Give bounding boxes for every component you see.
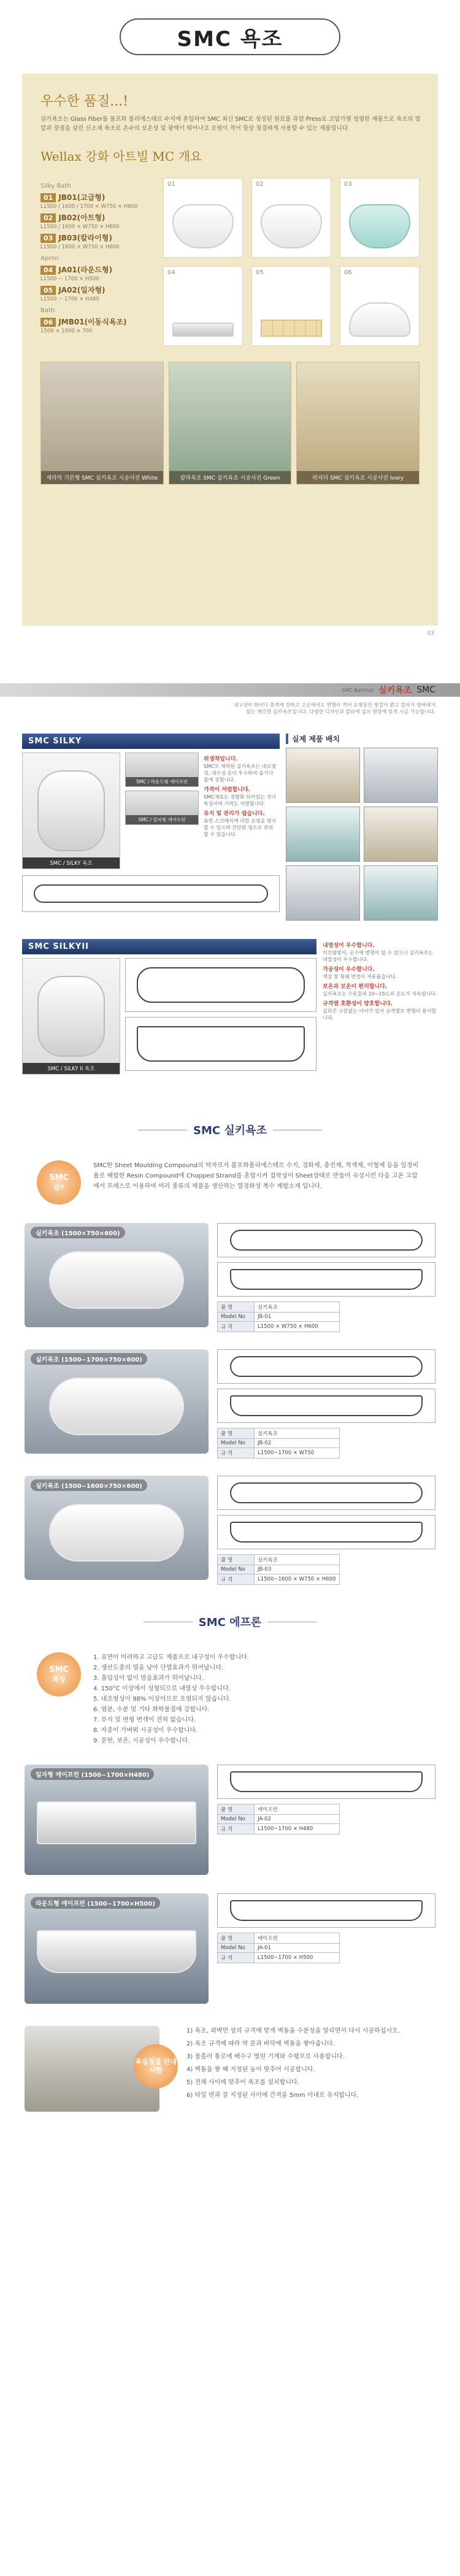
spec-table: [217, 1933, 340, 1963]
drawing-outline: [34, 884, 268, 903]
thumb-number: 01: [167, 181, 175, 188]
brand-kr: 실키욕조: [378, 686, 412, 696]
installation-heading: 실제 제품 배치: [286, 734, 438, 744]
spec-value: JB-03: [255, 1565, 340, 1574]
thumb-number: 06: [344, 269, 352, 276]
apron-image: [37, 1930, 196, 1973]
installation-photo: [286, 807, 360, 862]
drawing-outline: [230, 1269, 423, 1290]
list-item: [40, 192, 157, 210]
feature-body: SMC재료는 경량화 되어있는 것이 특징이며 가격도 저렴합니다.: [204, 794, 276, 807]
spec-value: JA-02: [255, 1815, 340, 1824]
instruction-item: 1) 욕조, 외벽면 상의 규격에 맞게 벽돌을 수분성을 알리면서 다시 시공하십시오.: [186, 2028, 400, 2034]
catalog-products: [40, 178, 420, 346]
table-row: [218, 1565, 340, 1574]
technical-drawing: [217, 1893, 435, 1928]
brand-en: SMC Bathtub: [342, 687, 374, 693]
list-item: 2. 생산도중의 열을 낮아 단열효과가 뛰어납니다.: [93, 1665, 224, 1671]
product-label: SMC / SILKY 욕조: [23, 857, 120, 868]
apron-features: [37, 1652, 423, 1746]
apron-row: [25, 1765, 435, 1875]
installation-photo: [286, 865, 360, 921]
spec-key: 규 격: [218, 1448, 255, 1459]
spec-value: L1500~1600 × W750 × H600: [255, 1574, 340, 1585]
technical-drawing: [217, 1389, 435, 1423]
installation-photo: [40, 362, 164, 485]
list-item: [40, 232, 157, 250]
feature-body: 실리콘 구분없는 이어가 있어 규격별로 변형이 용이합니다.: [323, 1008, 437, 1021]
apron-image: [172, 323, 234, 337]
bathtub-image: [172, 204, 234, 248]
brand-tag: SMC: [416, 685, 435, 695]
table-row: [218, 1944, 340, 1953]
table-row: [218, 1428, 340, 1439]
installation-photo: [364, 748, 438, 803]
apron-details: [217, 1893, 435, 2004]
apron-photo: [25, 1893, 209, 2004]
installation-photo: [364, 807, 438, 862]
drawing-outline: [137, 1026, 305, 1062]
spec-value: JA-01: [255, 1944, 340, 1953]
technical-drawing: [217, 1765, 435, 1799]
photo-caption: 칼라욕조 SMC 실키욕조 시공사진 Green: [169, 471, 291, 484]
spec-key: Model No: [218, 1439, 255, 1448]
spec-value: 실키욕조: [255, 1302, 340, 1313]
spec-value: L1500 × W750 × H600: [255, 1322, 340, 1332]
feature-title: 보온과 보온이 편리합니다.: [323, 984, 388, 990]
model-photo: [25, 1476, 209, 1580]
thumb-number: 05: [256, 269, 264, 276]
spec-table: [217, 1301, 340, 1332]
spec-key: 규 격: [218, 1953, 255, 1963]
product-image: [22, 753, 120, 869]
model-row: [25, 1476, 435, 1585]
model-title: 실키욕조 (1500~1700×750×600): [31, 1353, 147, 1365]
section4-heading: SMC 에프론: [198, 1616, 262, 1629]
list-item: 4. 150°C 이상에서 성형되므로 내열성 우수합니다.: [93, 1685, 231, 1692]
group-label: Apron: [40, 255, 59, 262]
bathtub-image: [49, 1378, 184, 1435]
item-number: 01: [40, 193, 56, 202]
technical-drawing: [125, 1017, 316, 1071]
spec-value: 실키욕조: [255, 1555, 340, 1565]
section2-title: [342, 683, 435, 697]
spec-value: 에이프런: [255, 1804, 340, 1815]
catalog-intro: 실키욕조는 Glass Fiber를 불포화 폴리에스테르 수지에 혼입하여 SMC 최신 SMC로 정성된 원료를 유압 Press로 고압가열 성형한 제품으로 욕조의 빛깔과 장점을 살린 신소재 욕조로 온수의 보온성 및 광택이 뛰어나고 오염이 적어 항상 청결하게 사용할 수 있는 제품입니다.: [40, 116, 421, 132]
spec-key: 규 격: [218, 1824, 255, 1834]
list-item: 6. 염분, 수분 및 기타 화학물질에 강합니다.: [93, 1706, 210, 1713]
section3-heading: SMC 실키욕조: [193, 1124, 267, 1137]
feature-title: 유지 및 관리가 쉽습니다.: [204, 811, 265, 817]
badge-line-2: 특징: [52, 1675, 66, 1684]
list-item: 3. 흡입성이 없이 방음효과가 뛰어납니다.: [93, 1675, 204, 1682]
bathtub-image: [349, 204, 410, 248]
table-row: [218, 1439, 340, 1448]
catalog-heading-2: Wellax 강화 아트빌 MC 개요: [40, 149, 202, 164]
thumb-label: SMC / 라운드형 에이프런: [126, 777, 198, 786]
spec-key: 규 격: [218, 1322, 255, 1332]
spec-table: [217, 1554, 340, 1585]
model-details: [217, 1476, 435, 1585]
drawing-outline: [230, 1900, 423, 1921]
technical-drawing: [217, 1349, 435, 1384]
feature-list: [323, 939, 438, 1075]
photo-caption: 세라믹 기본형 SMC 실키욕조 시공사진 White: [41, 471, 163, 484]
table-row: [218, 1448, 340, 1459]
silky-section: [0, 718, 460, 921]
installation-photo: [286, 748, 360, 803]
care-badge: 욕실청결 안내사항: [134, 2044, 178, 2088]
list-item: 9. 문헌, 보온, 시공성이 우수합니다.: [93, 1738, 190, 1744]
product-thumbnail: [340, 178, 420, 258]
feature-body: 색상 및 형태 변경이 자유롭습니다.: [323, 974, 397, 979]
apron-title: 일자형 에이프런 (1500~1700×H480): [31, 1768, 154, 1780]
table-row: [218, 1815, 340, 1824]
table-row: [218, 1574, 340, 1585]
bathroom-photo: [25, 2026, 177, 2112]
care-section: [25, 2026, 435, 2112]
table-row: [218, 1302, 340, 1313]
spec-value: L1500~1700 × H480: [255, 1824, 340, 1834]
product-image: [22, 958, 120, 1075]
instruction-item: 6) 타일 면과 잘 지정된 사이에 간격을 5mm 이내로 유지합니다.: [186, 2092, 359, 2099]
item-number: 06: [40, 318, 56, 327]
instruction-item: 5) 전체 사이에 맞추어 욕조를 설치합니다.: [186, 2079, 299, 2086]
badge-line-2: 란?: [53, 1183, 64, 1192]
section4-title: [0, 1609, 460, 1634]
technical-drawing: [125, 958, 316, 1012]
smc-intro-text: SMC란 Sheet Moulding Compound의 약자로서 불포화폴리에스테르 수지, 경화제, 충진제, 착색제, 이형제 등을 일정비율로 배합한 Resin Compound에 Chopped Strand를 혼합시켜 접착성이 Sheet상태로 만들어 숙성시킨 다음 고온 고압에서 프레스로 이용하여 여러 종류의 제품을 생산하는 열경화성 복수 제합소재 입니다.: [93, 1162, 419, 1190]
badge-line-1: SMC: [49, 1173, 69, 1183]
apron-thumbnail: [125, 753, 199, 787]
spec-key: 품 명: [218, 1428, 255, 1439]
instruction-item: 2) 욕조 규격에 따라 약 문과 바닥에 벽돌을 쌓아줍니다.: [186, 2041, 335, 2047]
silky2-left: [22, 939, 316, 1075]
list-item: 5. 내오염성이 98% 이상이므로 오염되지 않습니다.: [93, 1696, 231, 1703]
technical-drawing: [217, 1223, 435, 1257]
spec-value: L1500~1700 × H500: [255, 1953, 340, 1963]
spec-key: 품 명: [218, 1933, 255, 1944]
item-name: JB03(칼라이형): [58, 234, 112, 242]
product-thumbnail: [251, 178, 331, 258]
model-photo: [25, 1223, 209, 1327]
apron-details: [217, 1765, 435, 1875]
model-row: [25, 1223, 435, 1332]
bathtub-image: [49, 1251, 184, 1309]
list-item: 1. 표면이 미려하고 고급도 제품으로 내구성이 우수합니다.: [93, 1654, 249, 1661]
bathtub-image: [49, 1504, 184, 1562]
feature-body: 표면 스크래치에 의한 오염을 방지할 수 있으며 간단한 청소로 관리할 수 있습니다.: [204, 818, 277, 837]
spec-key: 품 명: [218, 1804, 255, 1815]
group-label: Silky Bath: [40, 183, 71, 190]
silky-left: [22, 734, 280, 921]
product-thumbnail: [251, 266, 331, 346]
table-row: [218, 1953, 340, 1963]
model-details: [217, 1349, 435, 1459]
instruction-item: 3) 물흘러 통로에 배수구 벌린 기계와 수평으로 사용합니다.: [186, 2053, 345, 2060]
drawing-outline: [230, 1230, 423, 1251]
catalog-thumbnails: [163, 178, 420, 346]
feature-title: 가격이 저렴합니다.: [204, 787, 251, 793]
spec-value: L1500~1700 × W750: [255, 1448, 340, 1459]
silky-band: SMC SILKY: [22, 734, 280, 749]
section3-title: [0, 1117, 460, 1142]
instruction-item: 4) 벽돌을 쌓 때 지정된 높이 맞추어 시공합니다.: [186, 2066, 315, 2073]
item-name: JB02(아트형): [58, 213, 105, 222]
product-thumbnail: [340, 266, 420, 346]
installation-photo: [169, 362, 292, 485]
item-size: 1500 × 1000 × 700: [40, 328, 93, 334]
technical-drawing: [217, 1515, 435, 1549]
product-thumbnail: [163, 266, 243, 346]
smc-intro: [37, 1160, 423, 1205]
feature-title: 내열성이 우수합니다.: [323, 943, 375, 949]
item-number: 02: [40, 213, 56, 223]
spec-key: 품 명: [218, 1555, 255, 1565]
item-number: 04: [40, 266, 56, 275]
item-name: JA02(일자형): [58, 286, 105, 294]
spec-value: 에이프런: [255, 1933, 340, 1944]
spec-key: Model No: [218, 1944, 255, 1953]
smc-badge: [37, 1160, 81, 1205]
feature-list: [204, 753, 277, 869]
page-number: 03: [427, 631, 434, 637]
silky-inner: [22, 753, 280, 869]
item-size: L1500 ~ 1700 × H500: [40, 276, 99, 282]
item-number: 03: [40, 234, 56, 243]
bathtub-image: [261, 204, 322, 248]
table-row: [218, 1313, 340, 1322]
model-row: [25, 1349, 435, 1459]
silky2-section: [0, 921, 460, 1075]
feature-body: SMC로 제작된 실키욕조는 내오염성, 내수성 등이 우수하여 습기나 물에 강합니다.: [204, 764, 276, 783]
spec-key: Model No: [218, 1815, 255, 1824]
installation-grid: [286, 748, 438, 921]
drawing-outline: [230, 1771, 423, 1792]
catalog-heading: 우수한 품질...!: [40, 94, 129, 109]
spec-key: Model No: [218, 1313, 255, 1322]
list-item: [40, 264, 157, 282]
silky2-inner: [22, 958, 316, 1075]
feature-list: [93, 1652, 249, 1746]
drawing-outline: [137, 967, 305, 1003]
section2-header: [0, 650, 460, 718]
apron-photo: [25, 1765, 209, 1875]
catalog-photos: [40, 362, 420, 485]
bathtub-image: [37, 976, 105, 1057]
item-size: L1500 / 1600 / 1700 × W750 × H600: [40, 204, 138, 210]
product-label: SMC / SILKY II 욕조: [23, 1063, 120, 1074]
list-item: [40, 285, 157, 302]
group-label: Bath: [40, 307, 55, 314]
technical-drawing: [217, 1476, 435, 1510]
feature-body: 실키욕조는 수돗물의 10~15도의 온도가 지속됩니다.: [323, 991, 437, 997]
spec-value: JB-02: [255, 1439, 340, 1448]
care-instructions: [186, 2026, 400, 2103]
list-item: 7. 부식 및 변형 변색이 전혀 없습니다.: [93, 1717, 196, 1723]
table-row: [218, 1933, 340, 1944]
photo-caption: 럭셔리 SMC 실키욕조 시공사진 Ivory: [297, 471, 419, 484]
spec-key: Model No: [218, 1565, 255, 1574]
feature-body: 미끄럼방지, 온수에 변형이 될 수 있으나 실키욕조는 내열성이 우수합니다.: [323, 950, 434, 962]
apron-image: [37, 1801, 196, 1844]
technical-drawing: [22, 875, 280, 912]
badge-line-1: SMC: [49, 1665, 69, 1674]
apron-row: [25, 1893, 435, 2004]
item-size: L1500 / 1600 × W750 × H600: [40, 224, 120, 230]
bathtub-image: [349, 302, 410, 337]
catalog-panel: [22, 74, 438, 637]
feature-badge: [37, 1652, 81, 1696]
feature-title: 위생적입니다.: [204, 756, 238, 762]
installation-photo: [364, 865, 438, 921]
thumb-number: 04: [167, 269, 175, 276]
list-item: 8. 자중이 가벼워 시공성이 우수합니다.: [93, 1727, 198, 1734]
model-list: [25, 1223, 435, 1585]
feature-title: 규격별 호환성이 양호합니다.: [323, 1001, 393, 1007]
item-name: JMB01(이동식욕조): [58, 318, 127, 326]
table-row: [218, 1555, 340, 1565]
technical-drawing: [217, 1262, 435, 1297]
title-area: [0, 0, 460, 74]
feature-title: 가공성이 우수합니다.: [323, 967, 375, 973]
installation-photo: [296, 362, 420, 485]
side-thumbnails: [125, 753, 199, 869]
apron-thumbnail: [125, 791, 199, 825]
spec-table: [217, 1804, 340, 1834]
drawing-outline: [230, 1522, 423, 1543]
silky-right: [286, 734, 438, 921]
item-size: L1500 / 1600 × W750 × H600: [40, 244, 120, 250]
drawing-outline: [230, 1356, 423, 1377]
model-details: [217, 1223, 435, 1332]
drawing-outline: [230, 1482, 423, 1503]
spec-key: 품 명: [218, 1302, 255, 1313]
page-title: SMC 욕조: [120, 18, 340, 55]
list-item: [40, 212, 157, 230]
item-size: L1500 ~ 1700 × H480: [40, 296, 99, 302]
table-row: [218, 1804, 340, 1815]
silky2-band: SMC SILKYII: [22, 939, 316, 954]
table-row: [218, 1824, 340, 1834]
drawings: [125, 958, 316, 1075]
spec-value: 실키욕조: [255, 1428, 340, 1439]
thumb-number: 03: [344, 181, 352, 188]
product-thumbnail: [163, 178, 243, 258]
model-photo: [25, 1349, 209, 1454]
apron-image: [261, 320, 322, 337]
spec-table: [217, 1428, 340, 1459]
catalog-list: [40, 178, 157, 346]
thumb-label: SMC / 일자형 에이프런: [126, 815, 198, 824]
section2-intro: 내구성이 뛰어나 충격에 강하고 고온에서도 변형이 적어 오랫동안 빛깔이 밝고 칼라가 빛바래지 않는 깨끗한 실키욕조입니다. 다양한 디자인과 칼라에 설치 현장에 맞게 시공 가능합니다.: [233, 702, 435, 715]
list-item: [40, 316, 157, 334]
apron-title: 라운드형 에이프런 (1500~1700×H500): [31, 1897, 160, 1909]
drawing-outline: [230, 1395, 423, 1416]
bathtub-image: [37, 770, 105, 851]
spec-key: 규 격: [218, 1574, 255, 1585]
item-name: JB01(고급형): [58, 193, 105, 202]
item-name: JA01(라운드형): [58, 266, 113, 274]
model-title: 실키욕조 (1500~1600×750×600): [31, 1479, 147, 1491]
item-number: 05: [40, 286, 56, 295]
thumb-number: 02: [256, 181, 264, 188]
spec-value: JB-01: [255, 1313, 340, 1322]
model-title: 실키욕조 (1500×750×600): [31, 1227, 125, 1238]
table-row: [218, 1322, 340, 1332]
